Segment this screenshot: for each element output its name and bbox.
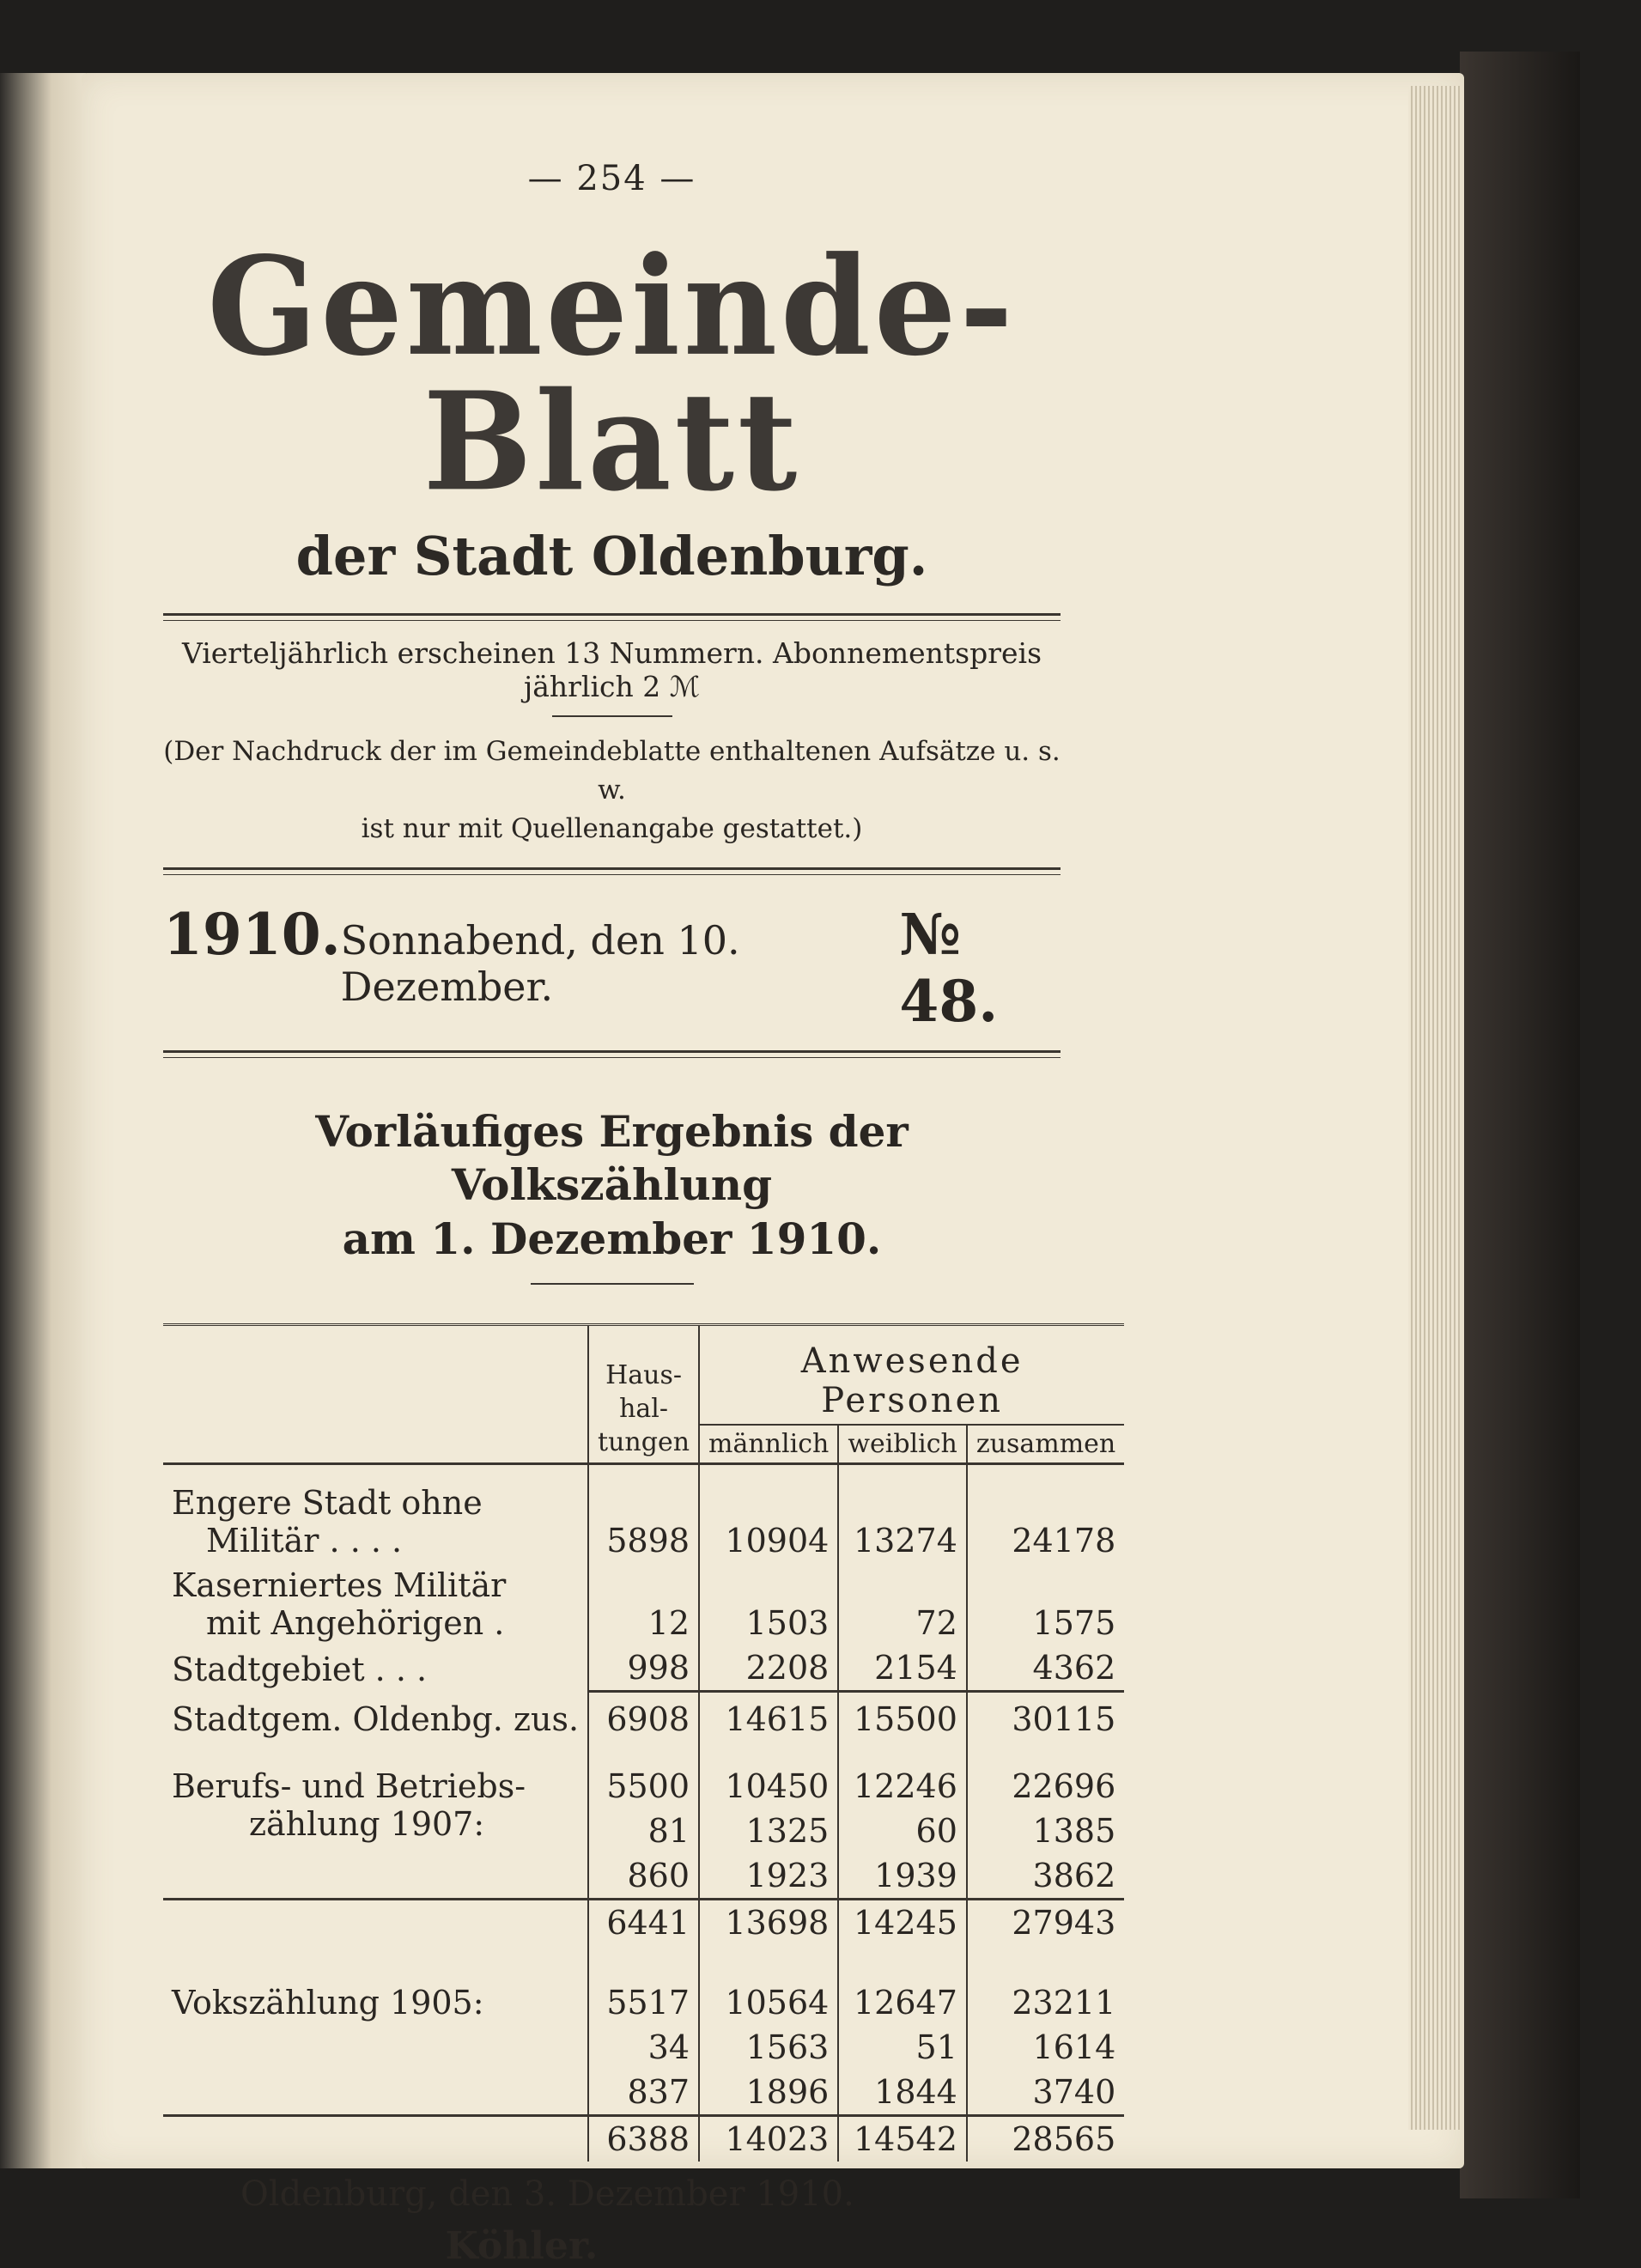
- sum-male: 14023: [699, 2115, 838, 2162]
- cell-total: 3740: [967, 2070, 1124, 2116]
- header-female: weiblich: [838, 1425, 967, 1464]
- cell-female: 1939: [838, 1853, 967, 1900]
- row-label: [163, 1563, 588, 1645]
- cell-female: 13274: [838, 1481, 967, 1563]
- cell-female: 12647: [838, 1945, 967, 2025]
- table-row: [163, 1481, 1124, 1563]
- row-label-line: Kaserniertes Militär: [172, 1566, 507, 1605]
- cell-households: 5517: [588, 1945, 699, 2025]
- short-rule: [552, 715, 672, 717]
- table-row: [163, 1692, 1124, 1742]
- cell-female: 2154: [838, 1645, 967, 1692]
- cell-female: 15500: [838, 1692, 967, 1742]
- book-spine: [0, 73, 86, 2168]
- subscription-line: Vierteljährlich erscheinen 13 Nummern. Abonnementspreis jährlich 2 ℳ: [181, 636, 1042, 703]
- row-label-line: Berufs- und Betriebs-: [172, 1766, 526, 1805]
- sum-households: 6388: [588, 2115, 699, 2162]
- reprint-note-line1: (Der Nachdruck der im Gemeindeblatte enthaltenen Aufsätze u. s. w.: [163, 736, 1061, 806]
- cell-male: 1503: [699, 1563, 838, 1645]
- headline-line2: am 1. Dezember 1910.: [342, 1213, 882, 1264]
- cell-total: 4362: [967, 1645, 1124, 1692]
- reprint-note-line2: ist nur mit Quellenangabe gestattet.): [361, 812, 863, 844]
- book-cover-edge: [1460, 52, 1580, 2198]
- table-sum-row: [163, 2115, 1124, 2162]
- signature: Köhler.: [445, 2223, 599, 2268]
- cell-households: 5500: [588, 1742, 699, 1809]
- census-table: [163, 1323, 1124, 2162]
- short-rule: [531, 1283, 694, 1285]
- cell-female: 72: [838, 1563, 967, 1645]
- header-male: männlich: [699, 1425, 838, 1464]
- headline-line1: Vorläufiges Ergebnis der Volkszählung: [315, 1105, 909, 1211]
- page-content: [163, 159, 1116, 2268]
- table-sum-row: [163, 1899, 1124, 1945]
- sum-total: 27943: [967, 1899, 1124, 1945]
- cell-female: 51: [838, 2025, 967, 2070]
- cell-male: 2208: [699, 1645, 838, 1692]
- cell-total: 30115: [967, 1692, 1124, 1742]
- cell-households: 81: [588, 1809, 699, 1853]
- cell-male: 1896: [699, 2070, 838, 2116]
- cell-female: 60: [838, 1809, 967, 1853]
- cell-households: 860: [588, 1853, 699, 1900]
- cell-total: 22696: [967, 1742, 1124, 1809]
- issue-date: Sonnabend, den 10. Dezember.: [340, 916, 740, 1010]
- cell-male: 1923: [699, 1853, 838, 1900]
- row-label: Vokszählung 1905:: [172, 1983, 484, 2022]
- cell-male: 1325: [699, 1809, 838, 1853]
- cell-total: 3862: [967, 1853, 1124, 1900]
- cell-male: 10450: [699, 1742, 838, 1809]
- cell-total: 1575: [967, 1563, 1124, 1645]
- cell-households: 5898: [588, 1481, 699, 1563]
- table-row: [163, 1945, 1124, 2025]
- sum-male: 13698: [699, 1899, 838, 1945]
- cell-households: 998: [588, 1645, 699, 1692]
- issue-number: № 48.: [899, 900, 999, 1035]
- header-households: Haus-hal-tungen: [588, 1325, 699, 1464]
- page-number: — 254 —: [527, 159, 696, 198]
- table-row: [163, 1645, 1124, 1692]
- cell-total: 1614: [967, 2025, 1124, 2070]
- cell-male: 14615: [699, 1692, 838, 1742]
- place-date-line: Oldenburg, den 3. Dezember 1910.: [240, 2174, 854, 2214]
- double-rule: [163, 613, 1061, 621]
- row-label-line: mit Angehörigen .: [206, 1604, 505, 1643]
- cell-households: 34: [588, 2025, 699, 2070]
- row-label: [163, 1742, 588, 1900]
- table-row: [163, 1742, 1124, 1809]
- double-rule: [163, 867, 1061, 875]
- issue-year: 1910.: [163, 900, 341, 968]
- row-label: Stadtgem. Oldenbg. zus.: [172, 1699, 580, 1738]
- cell-total: 1385: [967, 1809, 1124, 1853]
- article-headline: [163, 1105, 1061, 1267]
- issue-line: [163, 901, 1061, 1035]
- masthead-title: Gemeinde-Blatt: [207, 227, 1017, 522]
- cell-households: 12: [588, 1563, 699, 1645]
- cell-male: 10904: [699, 1481, 838, 1563]
- reprint-note: [163, 733, 1061, 848]
- cell-total: 23211: [967, 1945, 1124, 2025]
- header-total: zusammen: [967, 1425, 1124, 1464]
- row-label-line: zählung 1907:: [249, 1804, 485, 1843]
- row-label-line: Militär . . . .: [206, 1522, 403, 1560]
- sum-total: 28565: [967, 2115, 1124, 2162]
- row-label: [163, 1481, 588, 1563]
- sum-households: 6441: [588, 1899, 699, 1945]
- header-present-persons: Anwesende Personen: [699, 1325, 1124, 1426]
- cell-female: 1844: [838, 2070, 967, 2116]
- masthead-subtitle: der Stadt Oldenburg.: [295, 525, 928, 587]
- table-row: [163, 1563, 1124, 1645]
- row-label-line: Engere Stadt ohne: [172, 1484, 483, 1523]
- sum-female: 14542: [838, 2115, 967, 2162]
- cell-households: 6908: [588, 1692, 699, 1742]
- sum-female: 14245: [838, 1899, 967, 1945]
- cell-households: 837: [588, 2070, 699, 2116]
- row-label: Stadtgebiet . . .: [172, 1650, 428, 1688]
- cell-total: 24178: [967, 1481, 1124, 1563]
- table-header-row: [163, 1325, 1124, 1426]
- cell-male: 10564: [699, 1945, 838, 2025]
- table-corner: [163, 1325, 588, 1464]
- cell-male: 1563: [699, 2025, 838, 2070]
- cell-female: 12246: [838, 1742, 967, 1809]
- page-edges: [1408, 86, 1460, 2130]
- double-rule: [163, 1050, 1061, 1058]
